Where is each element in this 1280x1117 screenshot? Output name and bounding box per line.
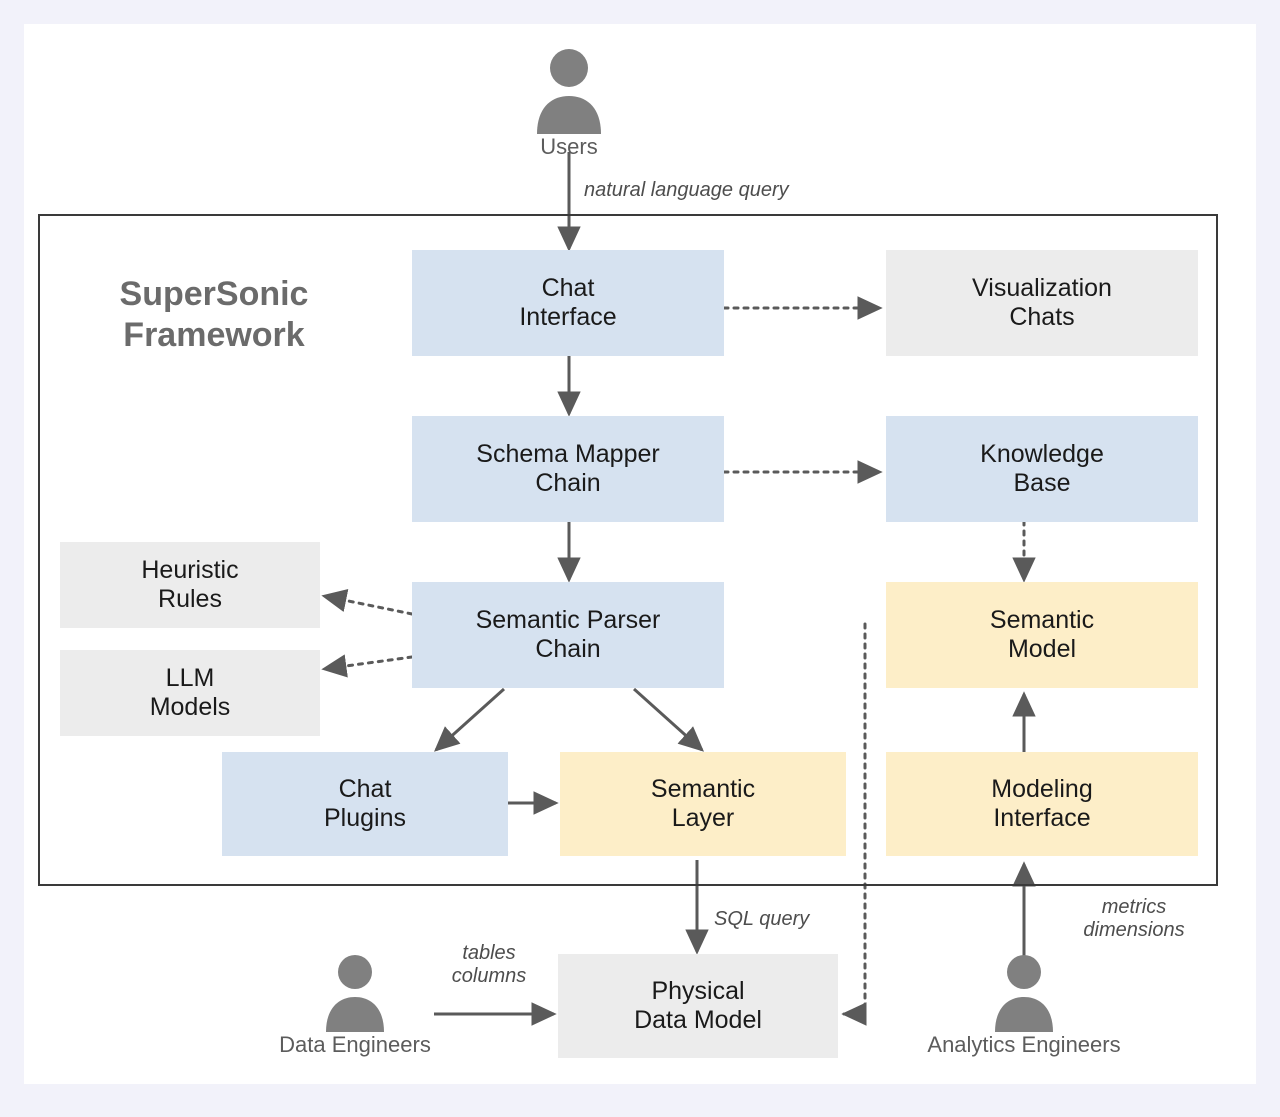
edge-label-tables: tables — [462, 942, 516, 964]
edge-label-metrics: metrics — [1101, 896, 1167, 918]
node-chat-plugins-line-2: Plugins — [324, 804, 406, 832]
node-knowledge-base-line-1: Knowledge — [980, 439, 1104, 468]
node-modeling-interface-line-1: Modeling — [991, 774, 1093, 803]
framework-title-line-1: SuperSonic — [119, 275, 309, 313]
node-semantic-layer-line-1: Semantic — [650, 774, 756, 803]
node-llm-models-line-1: LLM — [165, 663, 215, 692]
node-modeling-interface[interactable] — [886, 752, 1198, 856]
node-chat-plugins[interactable] — [222, 752, 508, 856]
node-schema-mapper-chain-line-1: Schema Mapper — [476, 439, 660, 468]
node-llm-models[interactable] — [60, 650, 320, 736]
node-visualization-chats-line-2: Chats — [1009, 303, 1075, 331]
actor-analytics-engineers — [988, 952, 1060, 1034]
node-semantic-layer-line-2: Layer — [671, 804, 735, 832]
edge-label-tables-columns — [424, 942, 554, 988]
node-semantic-parser-chain[interactable] — [412, 582, 724, 688]
node-physical-data-model[interactable] — [558, 954, 838, 1058]
node-semantic-model-line-1: Semantic — [989, 605, 1095, 634]
actor-users — [529, 46, 609, 136]
node-chat-interface-line-2: Interface — [519, 303, 617, 331]
node-modeling-interface-line-2: Interface — [993, 804, 1091, 832]
node-visualization-chats[interactable] — [886, 250, 1198, 356]
node-semantic-model[interactable] — [886, 582, 1198, 688]
framework-title — [84, 274, 344, 356]
node-chat-interface[interactable] — [412, 250, 724, 356]
node-semantic-parser-chain-line-2: Chain — [535, 635, 601, 663]
node-heuristic-rules-line-2: Rules — [158, 585, 222, 613]
person-icon — [529, 46, 609, 134]
node-chat-plugins-line-1: Chat — [338, 774, 392, 803]
framework-title-line-2: Framework — [123, 315, 305, 354]
node-semantic-parser-chain-line-1: Semantic Parser — [475, 605, 661, 634]
node-visualization-chats-line-1: Visualization — [972, 273, 1112, 302]
actor-users-label: Users — [540, 134, 598, 159]
actor-data-engineers-label: Data Engineers — [279, 1032, 431, 1057]
node-schema-mapper-chain-line-2: Chain — [535, 469, 601, 497]
node-heuristic-rules[interactable] — [60, 542, 320, 628]
actor-data-engineers — [319, 952, 391, 1034]
person-icon — [319, 952, 391, 1032]
edge-label-columns: columns — [451, 965, 527, 987]
node-heuristic-rules-line-1: Heuristic — [141, 555, 239, 584]
actor-analytics-engineers-label: Analytics Engineers — [927, 1032, 1121, 1057]
node-schema-mapper-chain[interactable] — [412, 416, 724, 522]
node-semantic-layer[interactable] — [560, 752, 846, 856]
diagram-canvas — [24, 24, 1256, 1084]
edge-label-dimensions: dimensions — [1083, 919, 1185, 941]
person-icon — [988, 952, 1060, 1032]
node-physical-data-model-line-2: Data Model — [634, 1006, 762, 1034]
edge-label-natural-language-query: natural language query — [584, 179, 789, 201]
node-knowledge-base-line-2: Base — [1013, 469, 1071, 497]
node-chat-interface-line-1: Chat — [541, 273, 595, 302]
node-knowledge-base[interactable] — [886, 416, 1198, 522]
node-physical-data-model-line-1: Physical — [651, 976, 745, 1005]
node-llm-models-line-2: Models — [149, 693, 231, 721]
edge-label-metrics-dimensions — [1044, 896, 1224, 942]
edge-label-sql-query: SQL query — [714, 908, 810, 930]
node-semantic-model-line-2: Model — [1007, 635, 1077, 663]
